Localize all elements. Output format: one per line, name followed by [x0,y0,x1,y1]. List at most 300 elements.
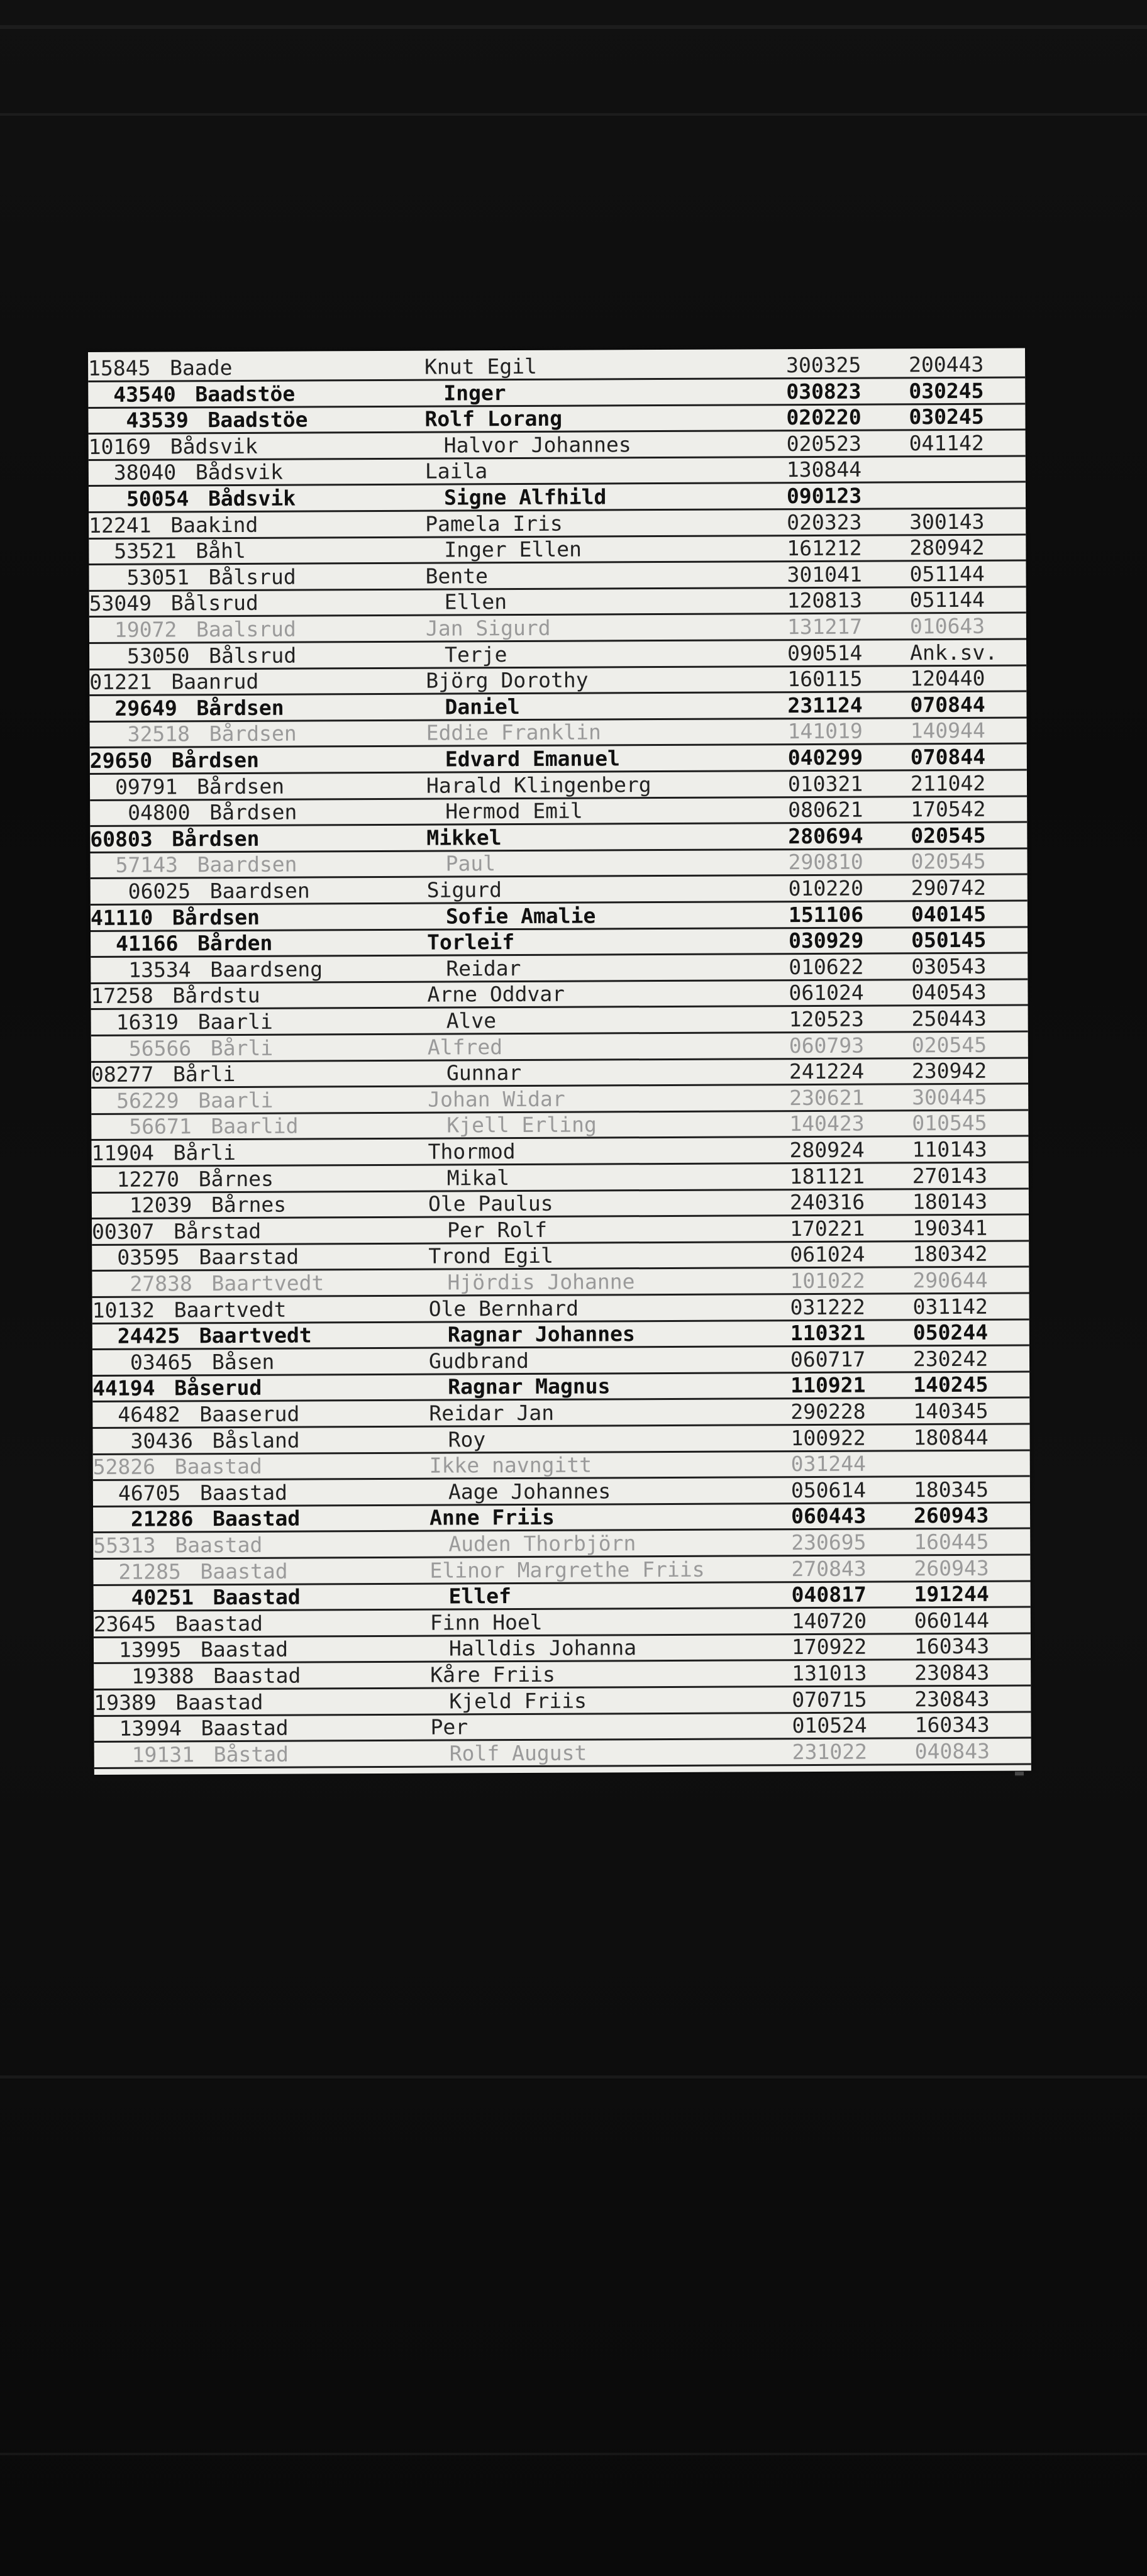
entry-number: 50054 [126,486,189,511]
date-2: 140345 [913,1398,989,1424]
date-2: 290644 [912,1267,988,1293]
date-2: 050145 [911,927,987,953]
date-1: 010321 [787,771,863,796]
register-row [91,1136,1028,1167]
given-names: Thormod [428,1139,516,1164]
surname: Bårli [172,1062,236,1087]
surname: Baastad [175,1611,263,1636]
date-1: 131013 [792,1660,867,1686]
register-row [91,901,1028,932]
surname: Baastad [175,1532,263,1558]
surname: Bådsvik [170,433,258,459]
date-2: 270143 [912,1163,988,1188]
date-1: 010524 [792,1713,867,1738]
given-names: Inger [443,380,506,406]
date-1: 080621 [788,797,863,823]
date-1: 301041 [787,562,862,587]
surname: Baadstöe [208,407,308,433]
date-2: 030245 [909,404,984,430]
surname: Baartvedt [174,1297,287,1323]
entry-number: 40251 [131,1585,194,1610]
entry-number: 46482 [118,1402,180,1427]
entry-number: 19131 [131,1742,195,1767]
given-names: Ragnar Johannes [447,1321,635,1347]
entry-number: 11904 [91,1140,154,1165]
register-row [88,378,1025,409]
date-2: 040843 [914,1738,990,1764]
surname: Baastad [200,1637,289,1662]
register-row [93,1503,1030,1534]
given-names: Roy [448,1426,486,1452]
given-names: Björg Dorothy [426,667,589,693]
surname: Baastad [175,1689,263,1715]
entry-number: 38040 [113,460,177,486]
surname: Bådsvik [195,460,283,485]
given-names: Sigurd [426,877,502,902]
entry-number: 56229 [116,1088,179,1113]
date-2: 110143 [912,1136,987,1162]
given-names: Finn Hoel [429,1609,543,1635]
film-streak [0,2453,1147,2455]
register-row [89,509,1026,540]
date-1: 090514 [787,640,863,665]
entry-number: 09791 [114,774,178,799]
entry-number: 17258 [91,983,153,1009]
given-names: Per [430,1714,468,1740]
given-names: Alve [446,1008,497,1033]
register-row [89,613,1026,644]
register-row [91,1111,1028,1141]
surname: Bårdsen [196,695,284,721]
date-1: 161212 [787,535,862,561]
given-names: Kjeld Friis [449,1688,587,1714]
register-row [90,718,1027,749]
given-names: Eddie Franklin [426,719,601,746]
date-1: 230621 [789,1085,865,1110]
given-names: Auden Thorbjörn [448,1531,636,1557]
given-names: Johan Widar [428,1086,565,1112]
surname: Baastad [174,1453,262,1479]
given-names: Terje [445,641,507,667]
date-2: 031142 [912,1294,988,1319]
surname: Bårnes [211,1192,287,1218]
surname: Baarli [197,1009,273,1035]
register-row [91,875,1028,906]
date-1: 060793 [789,1033,865,1058]
date-1: 300325 [786,352,862,378]
date-1: 100922 [790,1425,866,1450]
surname: Baardseng [210,957,323,982]
surname: Baastad [213,1506,301,1531]
date-2: 300445 [912,1084,987,1110]
surname: Bårdsen [172,826,260,852]
register-row [92,1346,1029,1377]
surname: Baartvedt [199,1323,312,1348]
register-row [94,1607,1031,1638]
given-names: Anne Friis [429,1505,555,1531]
given-names: Pamela Iris [425,511,563,536]
surname: Båsland [212,1428,300,1453]
date-2: 290742 [911,875,987,901]
date-2: 230843 [914,1686,990,1711]
date-2: 010545 [912,1111,987,1136]
date-2: 190341 [912,1215,988,1241]
date-1: 170922 [791,1635,867,1660]
register-row [94,1738,1031,1769]
given-names: Gunnar [446,1060,522,1085]
surname: Baastad [200,1558,288,1584]
date-2: 160445 [914,1529,989,1555]
register-row [91,953,1028,984]
date-1: 240316 [789,1189,865,1215]
register-row [88,352,1025,382]
entry-number: 19389 [94,1690,157,1715]
register-row [92,1320,1029,1351]
date-2: 211042 [910,770,986,796]
entry-number: 10169 [88,434,152,459]
register-row [90,744,1027,775]
date-2: 030245 [909,378,984,403]
date-1: 120813 [787,588,863,613]
date-1: 020523 [786,431,862,456]
film-streak [0,25,1147,29]
film-streak [0,2075,1147,2079]
date-2: 041142 [909,430,984,456]
given-names: Ikke navngitt [429,1452,592,1478]
date-1: 140423 [789,1111,865,1136]
given-names: Ellef [448,1584,512,1609]
date-1: 280924 [789,1137,865,1163]
entry-number: 21285 [118,1558,181,1584]
entry-number: 53049 [89,591,152,616]
date-1: 031244 [790,1451,867,1477]
surname: Bårli [173,1140,236,1165]
register-row [90,770,1027,801]
date-1: 090123 [786,483,862,509]
entry-number: 41166 [116,931,179,957]
register-row [89,666,1026,697]
date-1: 061024 [789,980,864,1006]
date-1: 181121 [789,1163,865,1189]
date-2: 040145 [911,901,987,926]
register-row [89,535,1026,566]
date-1: 060717 [790,1346,866,1372]
surname: Baartvedt [211,1270,324,1296]
surname: Bårdsen [209,721,297,747]
given-names: Trond Egil [428,1243,554,1269]
surname: Baastad [199,1480,288,1506]
entry-number: 23645 [93,1611,157,1636]
date-2: 200443 [909,352,984,377]
register-row [92,1294,1029,1324]
date-1: 241224 [789,1058,865,1084]
date-1: 231022 [792,1739,868,1764]
entry-number: 12039 [129,1192,192,1218]
register-row [93,1555,1030,1586]
surname: Bårdsen [171,747,259,773]
date-2: 180844 [913,1424,989,1450]
register-row [89,457,1026,487]
given-names: Sofie Amalie [445,903,596,929]
entry-number: 08277 [91,1062,154,1087]
register-row [92,1215,1029,1246]
register-row [94,1660,1031,1690]
date-1: 010220 [788,875,864,901]
surname: Baarli [198,1087,274,1113]
register-row [92,1398,1029,1429]
date-2: 051144 [909,561,985,587]
date-2: 180143 [912,1189,988,1214]
entry-number: 56671 [129,1114,192,1140]
entry-number: 32518 [127,721,191,747]
date-2: 070844 [910,744,986,770]
entry-number: 16319 [116,1009,179,1035]
given-names: Ole Paulus [428,1191,553,1216]
date-1: 020323 [787,509,862,535]
date-2: 120440 [910,665,985,691]
given-names: Paul [445,851,496,876]
entry-number: 46705 [118,1480,181,1506]
date-1: 170221 [790,1216,865,1241]
date-1: 110321 [790,1320,866,1346]
date-2: 140944 [910,718,985,743]
date-2: 160343 [914,1712,990,1738]
entry-number: 12270 [116,1166,180,1192]
entry-number: 43540 [113,381,176,407]
date-2: 060144 [914,1607,990,1633]
entry-number: 19072 [114,617,177,642]
date-1: 151106 [788,902,864,927]
surname: Bårdsen [209,799,297,825]
surname: Baade [170,355,233,380]
entry-number: 04800 [128,800,191,825]
surname: Båsen [211,1349,275,1374]
register-row [89,692,1026,723]
entry-number: 56566 [128,1035,192,1061]
given-names: Gudbrand [428,1348,529,1374]
date-1: 060443 [791,1504,867,1529]
date-1: 131217 [787,614,863,640]
given-names: Halvor Johannes [443,432,631,458]
film-streak [0,113,1147,116]
register-row [92,1163,1029,1194]
date-2: 030543 [911,953,987,979]
surname: Bålsrud [170,591,258,616]
given-names: Harald Klingenberg [426,772,651,798]
date-1: 101022 [790,1268,865,1294]
given-names: Signe Alfhild [443,484,607,510]
surname: Baadstöe [195,381,296,406]
register-row [94,1686,1031,1717]
given-names: Rolf August [449,1740,587,1766]
date-1: 030929 [789,928,864,953]
register-row [93,1451,1030,1482]
given-names: Reidar [446,955,521,981]
date-2: 160343 [914,1634,990,1659]
date-1: 030823 [786,379,862,404]
surname: Bårstad [174,1218,262,1244]
entry-number: 24425 [117,1323,180,1348]
register-row [92,1424,1029,1455]
entry-number: 13995 [118,1637,182,1663]
given-names: Ole Bernhard [428,1296,579,1321]
register-list [88,348,1025,1767]
register-row [92,1241,1029,1272]
date-2: 010643 [909,613,985,639]
date-2: 040543 [911,980,987,1005]
register-row [89,430,1026,461]
surname: Båstad [213,1741,289,1767]
register-row [92,1189,1029,1220]
given-names: Kjell Erling [446,1112,597,1138]
date-2: 070844 [910,692,985,718]
entry-number: 44194 [92,1375,155,1401]
given-names: Hjördis Johanne [447,1269,635,1295]
entry-number: 12241 [89,513,152,538]
date-2: 191244 [914,1581,989,1607]
entry-number: 06025 [128,879,191,904]
entry-number: 52826 [92,1454,156,1480]
entry-number: 13994 [119,1716,182,1741]
given-names: Ellen [444,589,507,614]
date-1: 290228 [790,1399,866,1424]
surname: Baalsrud [196,616,296,642]
register-row [92,1372,1029,1403]
given-names: Mikkel [426,824,502,850]
register-row [90,797,1027,828]
register-row [89,561,1026,592]
entry-number: 41110 [90,905,153,930]
register-row [89,587,1026,618]
given-names: Bente [425,564,488,589]
date-2: 280942 [909,535,985,560]
given-names: Per Rolf [447,1217,548,1243]
given-names: Mikal [446,1165,510,1191]
date-1: 270843 [791,1556,867,1581]
date-2: Ank.sv. [910,640,998,665]
given-names: Hermod Emil [445,798,583,824]
entry-number: 19388 [131,1663,194,1689]
register-row [91,1032,1028,1063]
surname: Bårnes [198,1166,274,1191]
surname: Baanrud [171,669,259,694]
date-1: 280694 [788,823,863,848]
date-2: 250443 [911,1006,987,1031]
given-names: Knut Egil [424,353,538,379]
entry-number: 29649 [114,696,177,721]
given-names: Arne Oddvar [427,982,565,1008]
surname: Bålsrud [209,643,297,668]
entry-number: 03465 [130,1350,193,1375]
date-1: 110921 [790,1373,866,1398]
date-2: 050244 [912,1319,989,1345]
date-2: 020545 [911,849,986,874]
entry-number: 53050 [127,643,190,669]
register-row [93,1529,1030,1560]
surname: Bårli [210,1035,274,1060]
register-row [94,1582,1031,1613]
entry-number: 53521 [114,538,177,564]
register-row [91,1084,1028,1115]
date-2: 020545 [911,1032,987,1057]
given-names: Alfred [427,1034,503,1060]
date-2: 260943 [914,1503,989,1528]
register-row [91,1006,1028,1036]
date-2: 300143 [909,509,985,534]
surname: Baarlid [211,1113,299,1139]
entry-number: 29650 [89,748,153,773]
date-1: 290810 [788,850,863,875]
surname: Bården [197,930,273,956]
surname: Båhl [196,538,246,564]
date-1: 070715 [792,1687,867,1712]
surname: Baastad [201,1715,289,1741]
entry-number: 27838 [130,1271,192,1296]
register-row [94,1634,1031,1665]
entry-number: 57143 [115,852,178,878]
date-2: 170542 [911,796,986,822]
given-names: Aage Johannes [448,1479,611,1504]
register-row [89,482,1026,513]
date-2: 230843 [914,1660,990,1685]
date-2: 230942 [911,1058,987,1084]
register-row [91,1058,1028,1089]
surname: Baastad [213,1584,301,1610]
given-names: Kåre Friis [430,1662,555,1687]
register-row [91,980,1028,1011]
given-names: Elinor Margrethe Friis [429,1557,705,1583]
date-2: 260943 [914,1555,989,1580]
index-card [88,348,1031,1774]
given-names: Rolf Lorang [424,406,563,431]
entry-number: 21286 [131,1506,194,1532]
entry-number: 13534 [128,957,191,982]
date-2: 230242 [912,1346,989,1372]
entry-number: 30436 [130,1428,193,1453]
entry-number: 55313 [93,1533,156,1558]
date-1: 120523 [789,1006,864,1032]
register-row [92,1267,1029,1298]
entry-number: 43539 [126,408,189,433]
given-names: Ragnar Magnus [448,1374,611,1399]
date-1: 160115 [787,666,863,692]
surname: Baardsen [197,852,297,877]
date-2: 180342 [912,1241,988,1267]
date-1: 040817 [791,1582,867,1607]
date-2: 140245 [913,1372,989,1397]
date-1: 230695 [791,1530,867,1555]
entry-number: 00307 [92,1219,155,1244]
given-names: Daniel [445,694,520,719]
date-1: 061024 [790,1242,865,1267]
date-1: 020220 [786,404,862,430]
given-names: Reidar Jan [429,1400,555,1426]
entry-number: 10132 [92,1297,155,1323]
surname: Baarstad [199,1244,299,1270]
surname: Baakind [170,512,258,538]
date-1: 040299 [787,745,863,770]
register-row [90,823,1027,853]
given-names: Halldis Johanna [448,1635,637,1661]
register-row [93,1477,1030,1507]
date-2: 180345 [913,1477,989,1502]
entry-number: 60803 [90,826,153,852]
date-2: 051144 [909,587,985,613]
given-names: Edvard Emanuel [445,746,621,772]
date-1: 050614 [790,1477,867,1502]
register-row [90,849,1027,880]
surname: Baardsen [209,878,310,904]
